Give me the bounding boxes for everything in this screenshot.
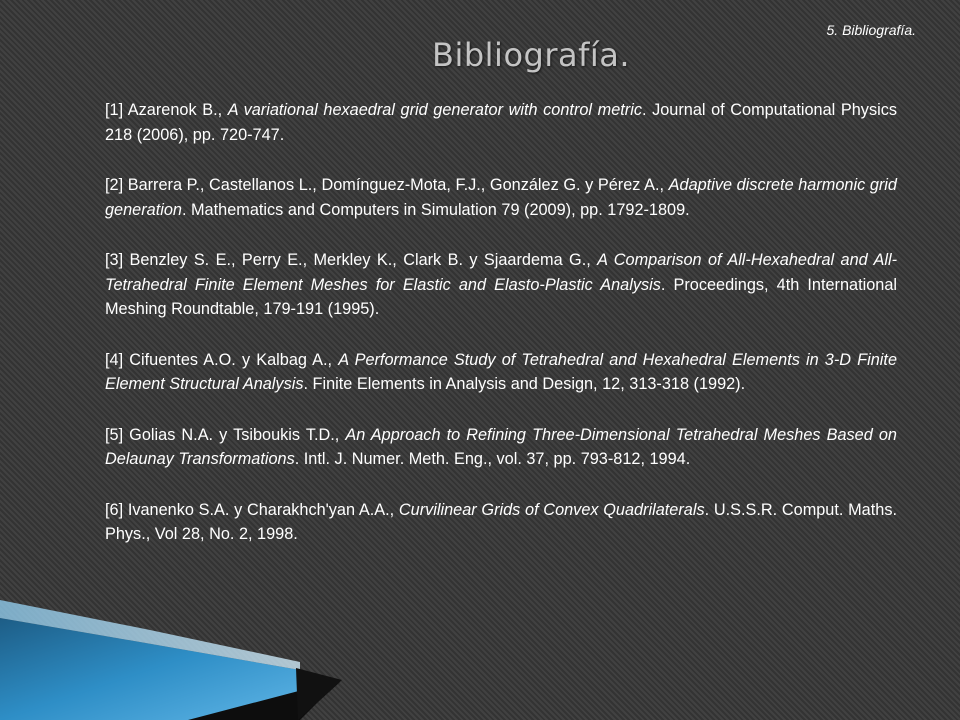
reference-source: . Finite Elements in Analysis and Design, 12, 313-318 (1992). — [303, 375, 746, 393]
reference-source: . Mathematics and Computers in Simulation 79 (2009), pp. 1792-1809. — [181, 200, 690, 219]
reference-item — [105, 348, 897, 397]
reference-authors: [5] Golias N.A. y Tsiboukis T.D., — [105, 425, 346, 444]
reference-authors: [3] Benzley S. E., Perry E., Merkley K., Clark B. y Sjaardema G., — [105, 251, 598, 269]
reference-title: A Performance Study of Tetrahedral and Hexahedral Elements in 3-D Finite Element Structural Analysis — [105, 350, 897, 393]
reference-title: An Approach to Refining Three-Dimensional Tetrahedral Meshes Based on Delaunay Transformations — [105, 425, 897, 468]
reference-item — [105, 248, 897, 322]
reference-source: . Proceedings, 4th International Meshing Roundtable, 179-191 (1995). — [105, 275, 897, 318]
reference-list — [105, 98, 897, 573]
ribbon-light-band — [0, 600, 300, 670]
reference-item — [105, 498, 897, 547]
reference-authors: [2] Barrera P., Castellanos L., Domínguez-Mota, F.J., González G. y Pérez A., — [105, 176, 669, 194]
reference-authors: [4] Cifuentes A.O. y Kalbag A., — [105, 350, 339, 369]
slide-title: Bibliografía. — [432, 36, 631, 74]
reference-item — [105, 98, 897, 147]
reference-source: . U.S.S.R. Comput. Maths. Phys., Vol 28, No. 2, 1998. — [105, 500, 897, 543]
reference-item — [105, 173, 897, 222]
reference-title: A variational hexaedral grid generator with control metric — [227, 101, 642, 119]
section-label: 5. Bibliografía. — [826, 22, 916, 38]
reference-title: A Comparison of All-Hexahedral and All-Tetrahedral Finite Element Meshes for Elastic and Elasto-Plastic Analysis — [105, 251, 897, 294]
reference-source: . Intl. J. Numer. Meth. Eng., vol. 37, pp. 793-812, 1994. — [294, 450, 691, 468]
ribbon-fold — [296, 668, 342, 720]
ribbon-blue-band — [0, 618, 300, 720]
reference-item — [105, 423, 897, 472]
reference-authors: [6] Ivanenko S.A. y Charakhch'yan A.A., — [105, 500, 399, 519]
reference-authors: [1] Azarenok B., — [105, 101, 228, 119]
ribbon-black-arrow — [188, 682, 340, 720]
reference-title: Adaptive discrete harmonic grid generation — [105, 176, 897, 219]
reference-title: Curvilinear Grids of Convex Quadrilaterals — [398, 500, 705, 519]
reference-source: . Journal of Computational Physics 218 (2006), pp. 720-747. — [105, 101, 897, 144]
